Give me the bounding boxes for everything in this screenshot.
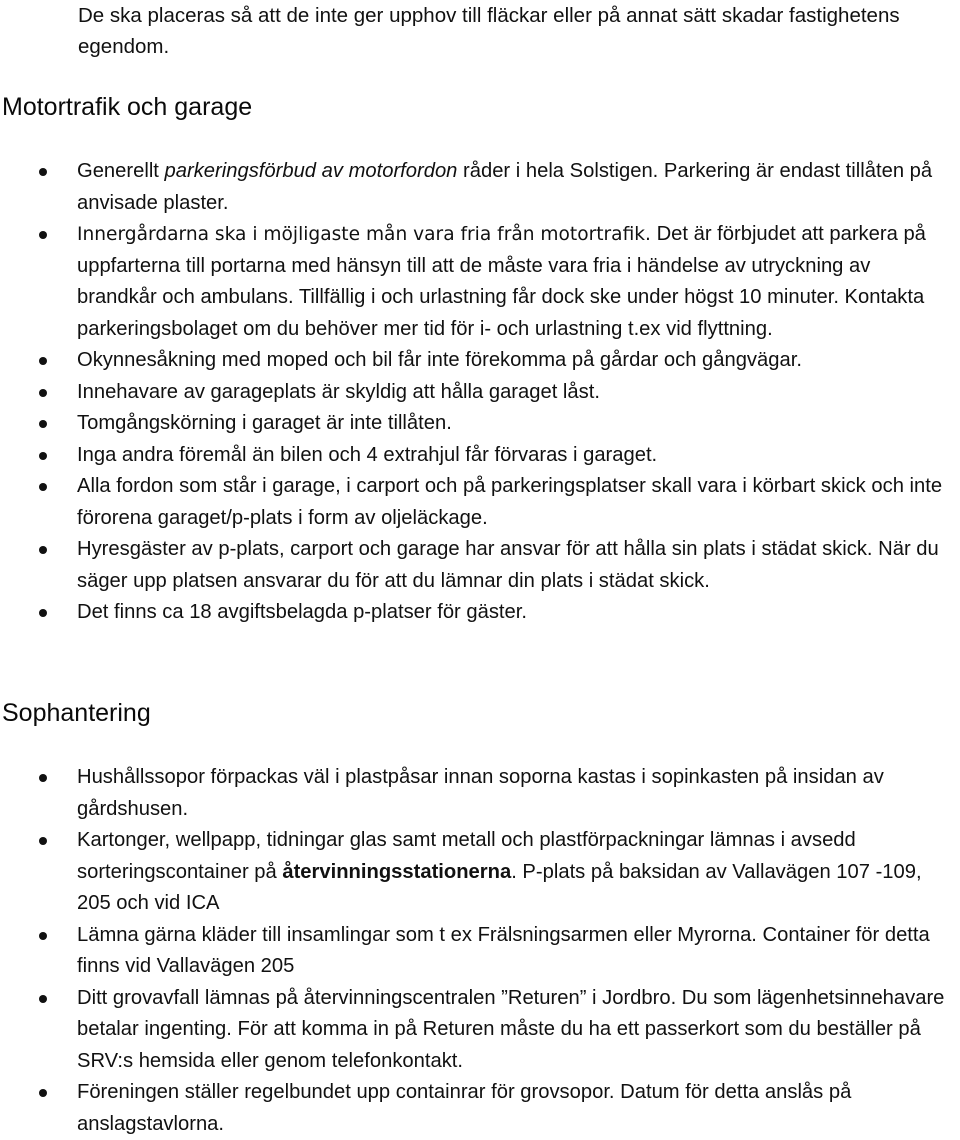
item-text: Okynnesåkning med moped och bil får inte förekomma på gårdar och gångvägar. <box>77 349 802 371</box>
item-text: Tomgångskörning i garaget är inte tillåten. <box>77 412 452 434</box>
item-text: Föreningen ställer regelbundet upp containrar för grovsopor. Datum för detta anslås på anslagstavlorna. <box>77 1081 852 1135</box>
list-item <box>0 825 960 920</box>
item-text: . P-plats på baksidan av Vallavägen 107 -109, 205 och vid ICA <box>77 860 922 914</box>
bullet-icon <box>39 837 47 845</box>
bullet-icon <box>39 774 47 782</box>
item-text: Hushållssopor förpackas väl i plastpåsar innan soporna kastas i sopinkasten på insidan av gårdshusen. <box>77 766 884 820</box>
bullet-icon <box>39 609 47 617</box>
bullet-icon <box>39 420 47 428</box>
list-item <box>0 377 960 409</box>
item-text: Innehavare av garageplats är skyldig att hålla garaget låst. <box>77 380 600 403</box>
sop-list <box>0 762 960 1140</box>
item-text: Generellt <box>77 160 165 182</box>
item-text: Alla fordon som står i garage, i carport och på parkeringsplatser skall vara i körbart skick och inte förorena garaget/p-plats i form av oljeläckage. <box>77 475 943 529</box>
list-item <box>0 1077 960 1140</box>
item-text: råder i hela Solstigen. Parkering är endast tillåten på anvisade plaster. <box>77 160 933 214</box>
item-text: Lämna gärna kläder till insamlingar som t ex Frälsningsarmen eller Myrorna. Container för detta finns vid Vallavägen 205 <box>77 923 930 977</box>
list-item <box>0 597 960 629</box>
list-item <box>0 408 960 440</box>
list-item <box>0 219 960 345</box>
item-bold: återvinningsstationerna <box>282 860 512 883</box>
bullet-icon <box>39 357 47 365</box>
heading-motortrafik: Motortrafik och garage <box>2 93 253 121</box>
item-text: Innergårdarna ska i möjligaste mån vara fria från motortrafik. <box>77 224 651 245</box>
list-item <box>0 534 960 597</box>
list-item <box>0 983 960 1078</box>
intro-paragraph: De ska placeras så att de inte ger upphov till fläckar eller på annat sätt skadar fastighetens egendom. <box>78 4 900 58</box>
list-item <box>0 471 960 534</box>
bullet-icon <box>39 389 47 397</box>
item-text: Det finns ca 18 avgiftsbelagda p-platser för gäster. <box>77 601 527 623</box>
bullet-icon <box>39 168 47 176</box>
list-item <box>0 156 960 219</box>
item-text: Inga andra föremål än bilen och 4 extrahjul får förvaras i garaget. <box>77 443 658 466</box>
bullet-icon <box>39 1089 47 1097</box>
bullet-icon <box>39 995 47 1003</box>
bullet-icon <box>39 231 47 239</box>
list-item <box>0 440 960 472</box>
item-text: Ditt grovavfall lämnas på återvinningscentralen ”Returen” i Jordbro. Du som lägenhetsinnehavare betalar ingenting. För att komma in på Returen måste du ha ett passerkort som du beställer på SRV:s hemsida eller genom telefonkontakt. <box>77 986 945 1072</box>
list-item <box>0 762 960 825</box>
bullet-icon <box>39 546 47 554</box>
bullet-icon <box>39 452 47 460</box>
bullet-icon <box>39 932 47 940</box>
item-text: Det är förbjudet att parkera på uppfarterna till portarna med hänsyn till att de måste vara fria i händelse av utryckning av brandkår och ambulans. Tillfällig i och urlastning får dock ske under högst 10 minuter. Kontakta parkeringsbolaget om du behöver mer tid för i- och urlastning t.ex vid flyttning. <box>77 223 926 340</box>
heading-sophantering: Sophantering <box>2 699 151 727</box>
list-item <box>0 345 960 377</box>
list-item <box>0 920 960 983</box>
item-text: Kartonger, wellpapp, tidningar glas samt metall och plastförpackningar lämnas i avsedd sorteringscontainer på <box>77 829 856 883</box>
item-emphasis: parkeringsförbud av motorfordon <box>164 160 458 182</box>
bullet-icon <box>39 483 47 491</box>
item-text: Hyresgäster av p-plats, carport och garage har ansvar för att hålla sin plats i städat skick. När du säger upp platsen ansvarar du för att du lämnar din plats i städat skick. <box>77 538 939 592</box>
motor-list <box>0 156 960 629</box>
